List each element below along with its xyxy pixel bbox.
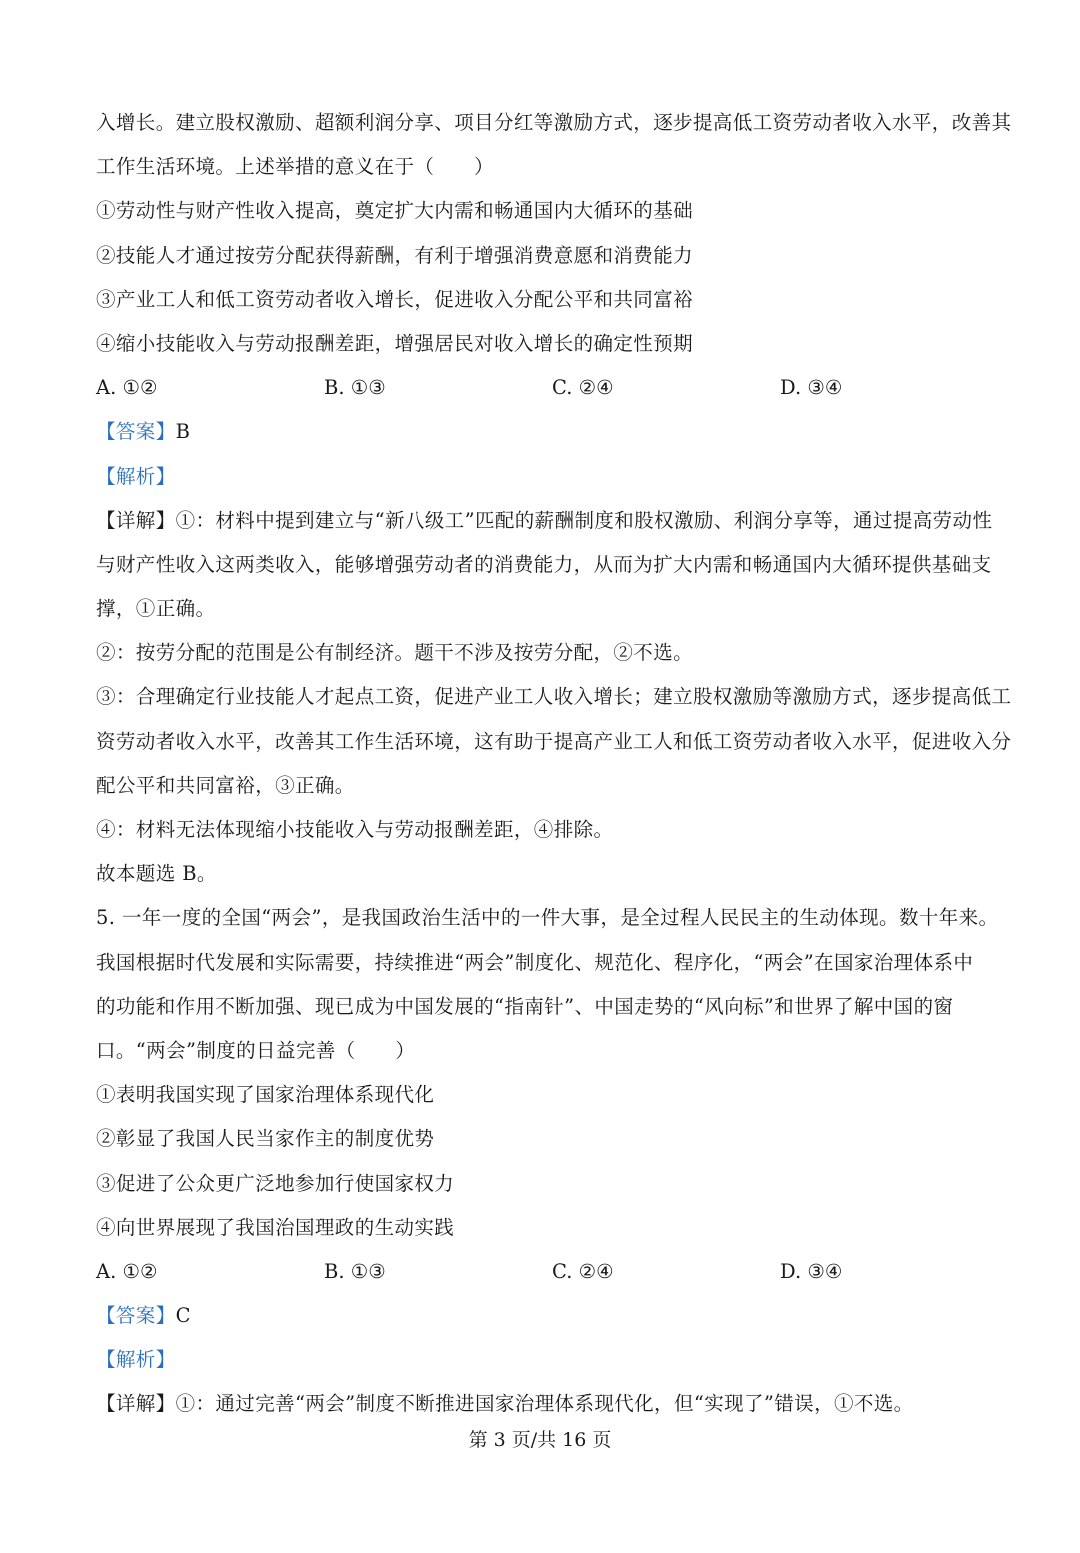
page-number: 第 3 页/共 16 页	[468, 1429, 612, 1451]
answer-tag: 【答案】	[96, 420, 176, 444]
q4-detail-line: 与财产性收入这两类收入，能够增强劳动者的消费能力，从而为扩大内需和畅通国内大循环提供基础支	[96, 552, 992, 576]
q4-detail-line: ④：材料无法体现缩小技能收入与劳动报酬差距，④排除。	[96, 818, 614, 841]
q5-statement: ③促进了公众更广泛地参加行使国家权力	[96, 1171, 455, 1195]
q4-detail-line: 资劳动者收入水平，改善其工作生活环境，这有助于提高产业工人和低工资劳动者收入水平，促进收入分	[96, 729, 1012, 753]
q5-option-a: A. ①②	[96, 1259, 158, 1283]
q5-stem-line: 的功能和作用不断加强、现已成为中国发展的“指南针”、中国走势的“风向标”和世界了解中国的窗	[96, 994, 954, 1018]
answer-value: B	[175, 420, 191, 444]
q4-detail-line: 撑，①正确。	[96, 597, 216, 621]
q5-analysis	[96, 1338, 1016, 1382]
q5-option-d: D. ③④	[780, 1259, 843, 1283]
q5-detail-line	[96, 1382, 1016, 1426]
q5-options	[96, 1250, 1016, 1294]
q5-statement: ④向世界展现了我国治国理政的生动实践	[96, 1215, 455, 1239]
answer-tag: 【答案】	[96, 1304, 176, 1328]
detail-text: ①：通过完善“两会”制度不断推进国家治理体系现代化，但“实现了”错误，①不选。	[175, 1392, 914, 1416]
q4-detail-line	[96, 499, 1016, 543]
detail-text: ①：材料中提到建立与“新八级工”匹配的薪酬制度和股权激励、利润分享等，通过提高劳动性	[175, 508, 993, 532]
analysis-tag: 【解析】	[96, 464, 176, 488]
q5-statement: ①表明我国实现了国家治理体系现代化	[96, 1083, 435, 1107]
q5-answer	[96, 1294, 1016, 1338]
q4-stem-line: 工作生活环境。上述举措的意义在于（ ）	[96, 155, 495, 179]
q4-stem-line: 入增长。建立股权激励、超额利润分享、项目分红等激励方式，逐步提高低工资劳动者收入水平，改善其	[96, 111, 1012, 134]
q4-option-a: A. ①②	[96, 376, 158, 400]
q4-statement: ④缩小技能收入与劳动报酬差距，增强居民对收入增长的确定性预期	[96, 331, 694, 355]
q5-stem-line: 口。“两会”制度的日益完善（ ）	[96, 1038, 416, 1062]
q5-option-c: C. ②④	[552, 1259, 614, 1283]
q5-statement: ②彰显了我国人民当家作主的制度优势	[96, 1127, 435, 1151]
q4-statement: ②技能人才通过按劳分配获得薪酬，有利于增强消费意愿和消费能力	[96, 243, 694, 267]
detail-tag: 【详解】	[96, 508, 176, 532]
answer-value: C	[175, 1304, 191, 1328]
q5-stem-line: 我国根据时代发展和实际需要，持续推进“两会”制度化、规范化、程序化，“两会”在国家治理体系中	[96, 950, 974, 974]
detail-tag: 【详解】	[96, 1392, 176, 1416]
q4-option-d: D. ③④	[780, 376, 843, 400]
q5-option-b: B. ①③	[324, 1259, 386, 1283]
analysis-tag: 【解析】	[96, 1348, 176, 1372]
q5-stem-line: 5. 一年一度的全国“两会”，是我国政治生活中的一件大事，是全过程人民民主的生动体现。数十年来。	[96, 906, 999, 930]
q4-detail-line: ②：按劳分配的范围是公有制经济。题干不涉及按劳分配，②不选。	[96, 641, 694, 665]
q4-option-b: B. ①③	[324, 376, 386, 400]
q4-statement: ①劳动性与财产性收入提高，奠定扩大内需和畅通国内大循环的基础	[96, 199, 694, 223]
q4-answer	[96, 410, 1016, 454]
q4-conclusion: 故本题选 B。	[96, 862, 217, 886]
q4-analysis	[96, 455, 1016, 499]
q4-detail-line: ③：合理确定行业技能人才起点工资，促进产业工人收入增长；建立股权激励等激励方式，逐步提高低工	[96, 685, 1012, 709]
q4-statement: ③产业工人和低工资劳动者收入增长，促进收入分配公平和共同富裕	[96, 287, 694, 311]
q4-detail-line: 配公平和共同富裕，③正确。	[96, 773, 355, 797]
page-content	[96, 101, 1016, 1427]
q4-option-c: C. ②④	[552, 376, 614, 400]
q4-options	[96, 366, 1016, 410]
